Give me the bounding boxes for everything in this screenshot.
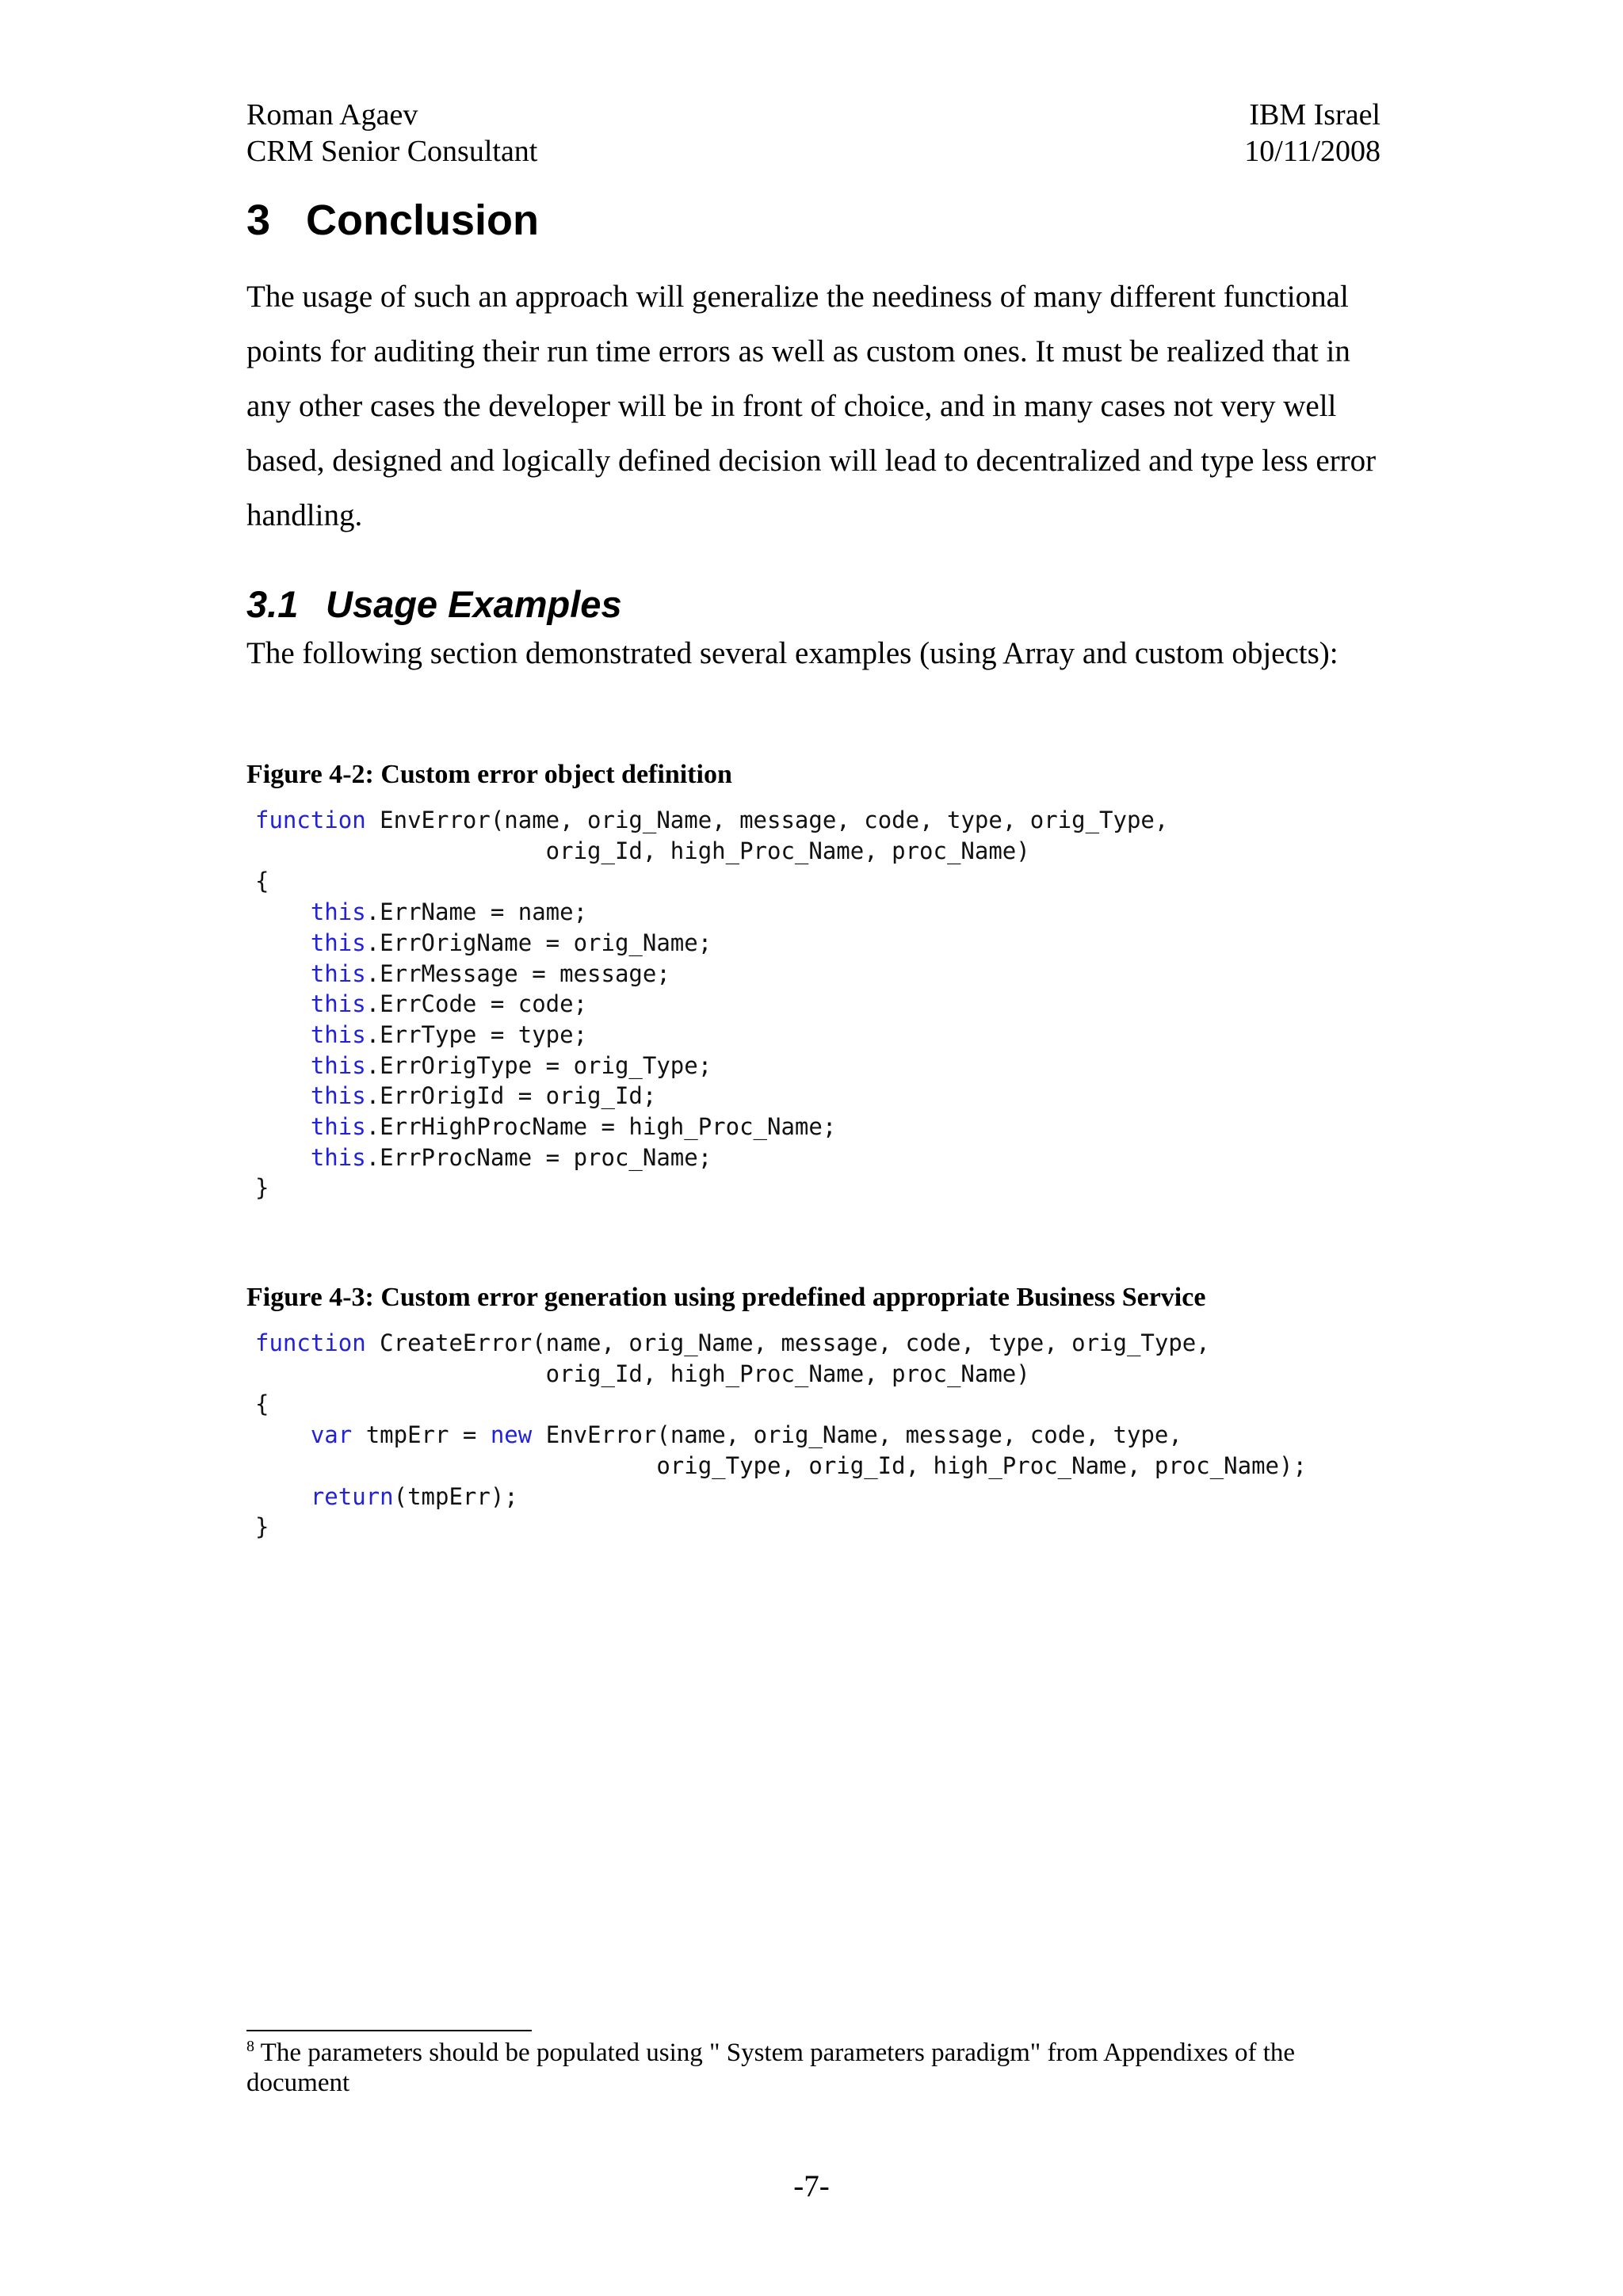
code-line: [255, 1081, 1168, 1112]
section-number: 3: [246, 196, 271, 244]
code-token: orig_Id, high_Proc_Name, proc_Name): [255, 1360, 1030, 1387]
code-keyword: this: [310, 1113, 366, 1141]
code-token: [255, 960, 311, 987]
footnote-text: The parameters should be populated using " System parameters paradigm" from Appendixes of the document: [246, 2039, 1296, 2097]
code-token: [255, 1421, 311, 1448]
code-keyword: var: [310, 1421, 353, 1449]
code-token: [255, 1113, 311, 1140]
code-token: (tmpErr);: [393, 1482, 518, 1510]
code-keyword: this: [310, 898, 366, 926]
code-token: orig_Id, high_Proc_Name, proc_Name): [255, 837, 1030, 864]
code-token: [255, 1483, 311, 1510]
code-token: }: [255, 1174, 269, 1202]
section-paragraph: The usage of such an approach will generalize the neediness of many different functional points for auditing their run time errors as well as custom ones. It must be realized that in any other cases the developer will be in front of choice, and in many cases not very well based, designed and logically defined decision will lead to decentralized and type less error handling.: [246, 280, 1377, 532]
code-block-2: [255, 1328, 1307, 1543]
code-token: [255, 1082, 311, 1109]
code-line: [255, 1389, 1307, 1420]
subsection-title: Usage Examples: [326, 583, 622, 625]
code-keyword: this: [310, 1082, 366, 1110]
section-heading: [246, 194, 539, 246]
code-token: [255, 1021, 311, 1048]
code-line: [255, 1359, 1307, 1390]
code-token: {: [255, 868, 269, 895]
code-line: [255, 1420, 1307, 1451]
code-token: EnvError(name, orig_Name, message, code, type,: [532, 1421, 1182, 1449]
code-token: [255, 990, 311, 1017]
code-line: [255, 1142, 1168, 1173]
code-token: [255, 1144, 311, 1171]
code-token: [255, 929, 311, 956]
code-token: .ErrMessage = message;: [365, 959, 670, 987]
code-token: .ErrName = name;: [365, 898, 588, 926]
code-token: .ErrCode = code;: [365, 990, 588, 1018]
code-keyword: this: [310, 1051, 366, 1079]
code-token: EnvError(name, orig_Name, message, code, type, orig_Type,: [365, 807, 1169, 833]
figure-caption-1: Figure 4-2: Custom error object definition: [246, 760, 732, 789]
code-token: CreateError(name, orig_Name, message, code, type, orig_Type,: [365, 1329, 1210, 1356]
code-line: [255, 1482, 1307, 1512]
section-title: Conclusion: [306, 196, 539, 244]
header-company: IBM Israel: [1249, 98, 1381, 132]
code-token: }: [255, 1513, 269, 1541]
code-token: .ErrOrigName = orig_Name;: [365, 929, 712, 956]
footnote-separator: [246, 2030, 532, 2031]
code-line: [255, 1112, 1168, 1142]
code-line: [255, 897, 1168, 928]
code-line: [255, 928, 1168, 959]
code-keyword: return: [310, 1482, 394, 1510]
code-token: tmpErr =: [352, 1421, 491, 1449]
code-token: .ErrType = type;: [365, 1020, 588, 1048]
code-token: .ErrOrigType = orig_Type;: [365, 1051, 712, 1079]
figure-caption-2: Figure 4-3: Custom error generation using predefined appropriate Business Service: [246, 1283, 1206, 1312]
code-line: [255, 989, 1168, 1020]
code-keyword: this: [310, 959, 366, 987]
header-left: [246, 97, 537, 170]
code-token: [255, 898, 311, 925]
footnote: [246, 2038, 1372, 2098]
code-line: [255, 866, 1168, 897]
code-line: [255, 836, 1168, 867]
code-token: .ErrProcName = proc_Name;: [365, 1143, 712, 1171]
header-right: [1244, 97, 1381, 170]
code-keyword: function: [255, 807, 366, 833]
code-keyword: this: [310, 1020, 366, 1048]
header-date: 10/11/2008: [1244, 135, 1381, 168]
page-number: -7-: [793, 2169, 830, 2203]
code-token: .ErrHighProcName = high_Proc_Name;: [365, 1113, 837, 1141]
code-keyword: this: [310, 990, 366, 1018]
code-line: [255, 805, 1168, 836]
code-token: {: [255, 1390, 269, 1418]
code-token: orig_Type, orig_Id, high_Proc_Name, proc_Name);: [255, 1451, 1307, 1479]
code-line: [255, 1512, 1307, 1543]
code-token: [255, 1052, 311, 1079]
code-line: [255, 959, 1168, 990]
code-line: [255, 1328, 1307, 1359]
code-keyword: this: [310, 929, 366, 956]
header-author: Roman Agaev: [246, 98, 418, 132]
header-role: CRM Senior Consultant: [246, 135, 538, 168]
code-block-1: [255, 805, 1168, 1203]
code-line: [255, 1451, 1307, 1482]
code-line: [255, 1051, 1168, 1081]
subsection-number: 3.1: [246, 583, 299, 625]
code-line: [255, 1173, 1168, 1203]
footnote-marker: 8: [246, 2038, 254, 2055]
code-keyword: this: [310, 1143, 366, 1171]
code-token: .ErrOrigId = orig_Id;: [365, 1082, 657, 1110]
subsection-paragraph: The following section demonstrated several examples (using Array and custom objects):: [246, 636, 1338, 670]
code-line: [255, 1020, 1168, 1051]
code-keyword: new: [490, 1421, 533, 1449]
code-keyword: function: [255, 1329, 366, 1356]
subsection-heading: [246, 581, 622, 628]
